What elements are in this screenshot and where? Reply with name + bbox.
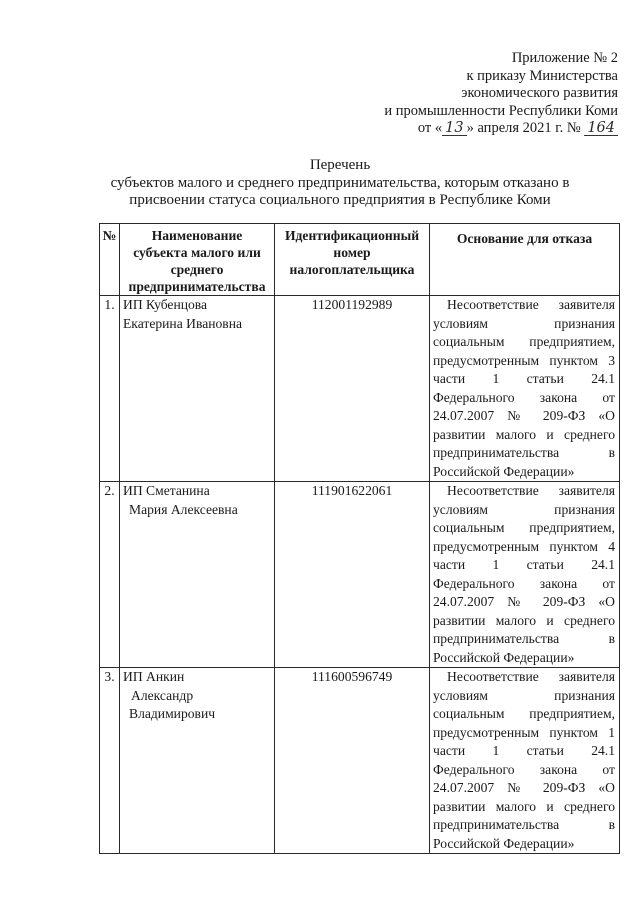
- reason-text: Несоответствие заявителя условиям признания социальным предприятием, предусмотренным пунктом 3 части 1 статьи 24.1 Федерального закона от 24.07.2007 № 209-ФЗ «О развитии малого и среднего предпринимательства в Российской Федерации»: [433, 297, 615, 479]
- handwritten-day: 13: [442, 121, 466, 136]
- row-reason: [430, 482, 620, 668]
- header-reason: Основание для отказа: [430, 224, 620, 296]
- row-name: [120, 296, 275, 482]
- name-line-2: Александр: [131, 687, 194, 703]
- appendix-ministry-line: экономического развития: [461, 85, 618, 101]
- table-row: [100, 296, 620, 482]
- refusal-table: [99, 223, 620, 854]
- title-line-1: Перечень: [309, 157, 371, 173]
- title-line-2: субъектов малого и среднего предпринимательства, которым отказано в: [110, 174, 570, 191]
- title-line-3: присвоении статуса социального предприятия в Республике Коми: [129, 192, 551, 208]
- name-line-1: ИП Анкин: [123, 669, 185, 684]
- row-num: 3.: [100, 668, 120, 854]
- header-name: Наименование субъекта малого или среднего предпринимательства: [120, 224, 275, 296]
- table-header-row: [100, 224, 620, 296]
- date-prefix: от «: [417, 120, 443, 136]
- row-name: [120, 668, 275, 854]
- reason-text: Несоответствие заявителя условиям признания социальным предприятием, предусмотренным пунктом 1 части 1 статьи 24.1 Федерального закона от 24.07.2007 № 209-ФЗ «О развитии малого и среднего предпринимательства в Российской Федерации»: [433, 669, 615, 851]
- document-title: [60, 157, 620, 210]
- row-inn: 112001192989: [275, 296, 430, 482]
- name-line-2: Мария Алексеевна: [129, 501, 238, 517]
- row-num: 2.: [100, 482, 120, 668]
- appendix-order-ref: к приказу Министерства: [466, 67, 618, 84]
- table-row: [100, 482, 620, 668]
- appendix-title: Приложение № 2: [511, 50, 618, 66]
- header-inn: Идентификационный номер налогоплательщика: [275, 224, 430, 296]
- appendix-block: [384, 50, 618, 138]
- name-line-1: ИП Сметанина: [123, 483, 210, 498]
- appendix-republic-line: и промышленности Республики Коми: [384, 102, 618, 119]
- row-inn: 111600596749: [275, 668, 430, 854]
- row-reason: [430, 668, 620, 854]
- header-num: №: [100, 224, 120, 296]
- date-middle: » апреля 2021 г. №: [466, 120, 581, 136]
- name-line-1: ИП Кубенцова: [123, 297, 208, 312]
- row-inn: 111901622061: [275, 482, 430, 668]
- appendix-date-line: [384, 120, 618, 138]
- reason-text: Несоответствие заявителя условиям признания социальным предприятием, предусмотренным пунктом 4 части 1 статьи 24.1 Федерального закона от 24.07.2007 № 209-ФЗ «О развитии малого и среднего предпринимательства в Российской Федерации»: [433, 483, 615, 665]
- row-reason: [430, 296, 620, 482]
- row-name: [120, 482, 275, 668]
- handwritten-number: 164: [584, 121, 618, 136]
- name-line-2: Екатерина Ивановна: [123, 315, 243, 331]
- table-row: [100, 668, 620, 854]
- name-line-3: Владимирович: [129, 706, 216, 721]
- row-num: 1.: [100, 296, 120, 482]
